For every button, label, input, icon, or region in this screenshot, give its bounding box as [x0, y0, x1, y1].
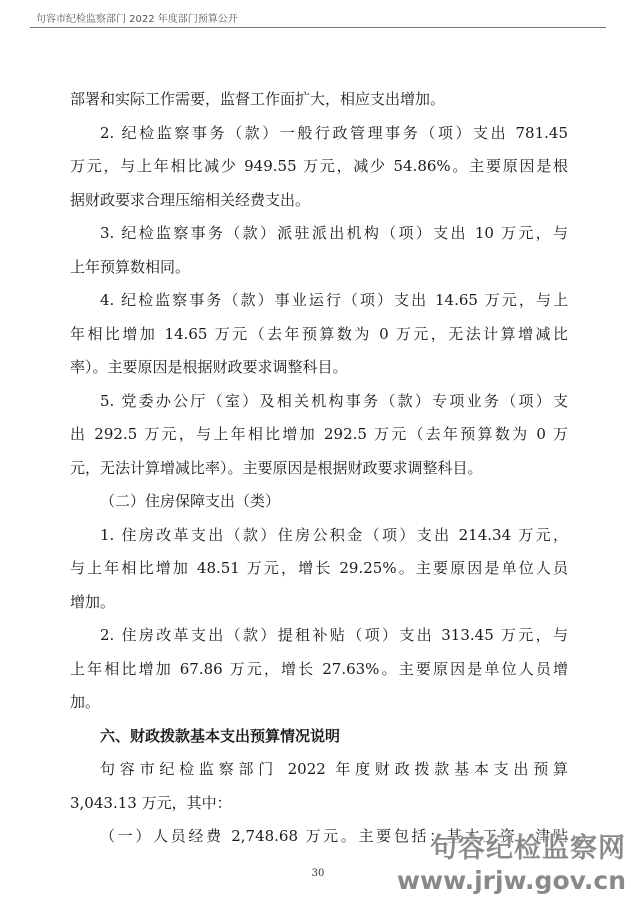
- paragraph-line: 率）。主要原因是根据财政要求调整科目。: [70, 358, 348, 376]
- paragraph-line: 5. 党委办公厅（室）及相关机构事务（款）专项业务（项）支: [100, 391, 568, 410]
- section-subheading: （二）住房保障支出（类）: [100, 492, 281, 510]
- paragraph-line: 加。: [70, 693, 101, 711]
- page-number: 30: [311, 868, 325, 879]
- paragraph-line: 句容市纪检监察部门 2022 年度财政拨款基本支出预算: [100, 760, 568, 778]
- paragraph-line: 据财政要求合理压缩相关经费支出。: [70, 190, 311, 209]
- document-body: [70, 83, 568, 854]
- watermark-site-url: www.jrjw.gov.cn: [396, 866, 626, 895]
- paragraph-line: 2. 纪检监察事务（款）一般行政管理事务（项）支出 781.45: [100, 123, 568, 142]
- paragraph-line: 年相比增加 14.65 万元（去年预算数为 0 万元，无法计算增减比: [70, 324, 568, 343]
- paragraph-line: 3. 纪检监察事务（款）派驻派出机构（项）支出 10 万元，与: [100, 224, 568, 242]
- document-header: 句容市纪检监察部门 2022 年度部门预算公开: [36, 14, 238, 25]
- paragraph-line: （一）人员经费 2,748.68 万元。主要包括：基本工资、津贴: [100, 827, 568, 845]
- paragraph-line: 与上年相比增加 48.51 万元，增长 29.25%。主要原因是单位人员: [70, 559, 568, 577]
- watermark-site-name: 句容纪检监察网: [430, 833, 626, 864]
- paragraph-line: 2. 住房改革支出（款）提租补贴（项）支出 313.45 万元，与: [100, 626, 568, 644]
- paragraph-line: 增加。: [70, 592, 116, 611]
- paragraph-line: 1. 住房改革支出（款）住房公积金（项）支出 214.34 万元，: [100, 525, 568, 544]
- paragraph-line: 部署和实际工作需要，监督工作面扩大，相应支出增加。: [70, 90, 446, 108]
- paragraph-line: 元，无法计算增减比率）。主要原因是根据财政要求调整科目。: [70, 458, 483, 477]
- paragraph-line: 出 292.5 万元，与上年相比增加 292.5 万元（去年预算数为 0 万: [70, 425, 568, 443]
- paragraph-line: 4. 纪检监察事务（款）事业运行（项）支出 14.65 万元，与上: [100, 291, 568, 309]
- header-rule: [30, 27, 606, 28]
- paragraph-line: 上年相比增加 67.86 万元，增长 27.63%。主要原因是单位人员增: [70, 659, 568, 678]
- section-heading: 六、财政拨款基本支出预算情况说明: [100, 726, 341, 745]
- paragraph-line: 上年预算数相同。: [70, 257, 191, 276]
- paragraph-line: 3,043.13 万元，其中：: [70, 793, 232, 812]
- paragraph-line: 万元，与上年相比减少 949.55 万元，减少 54.86%。主要原因是根: [70, 157, 568, 175]
